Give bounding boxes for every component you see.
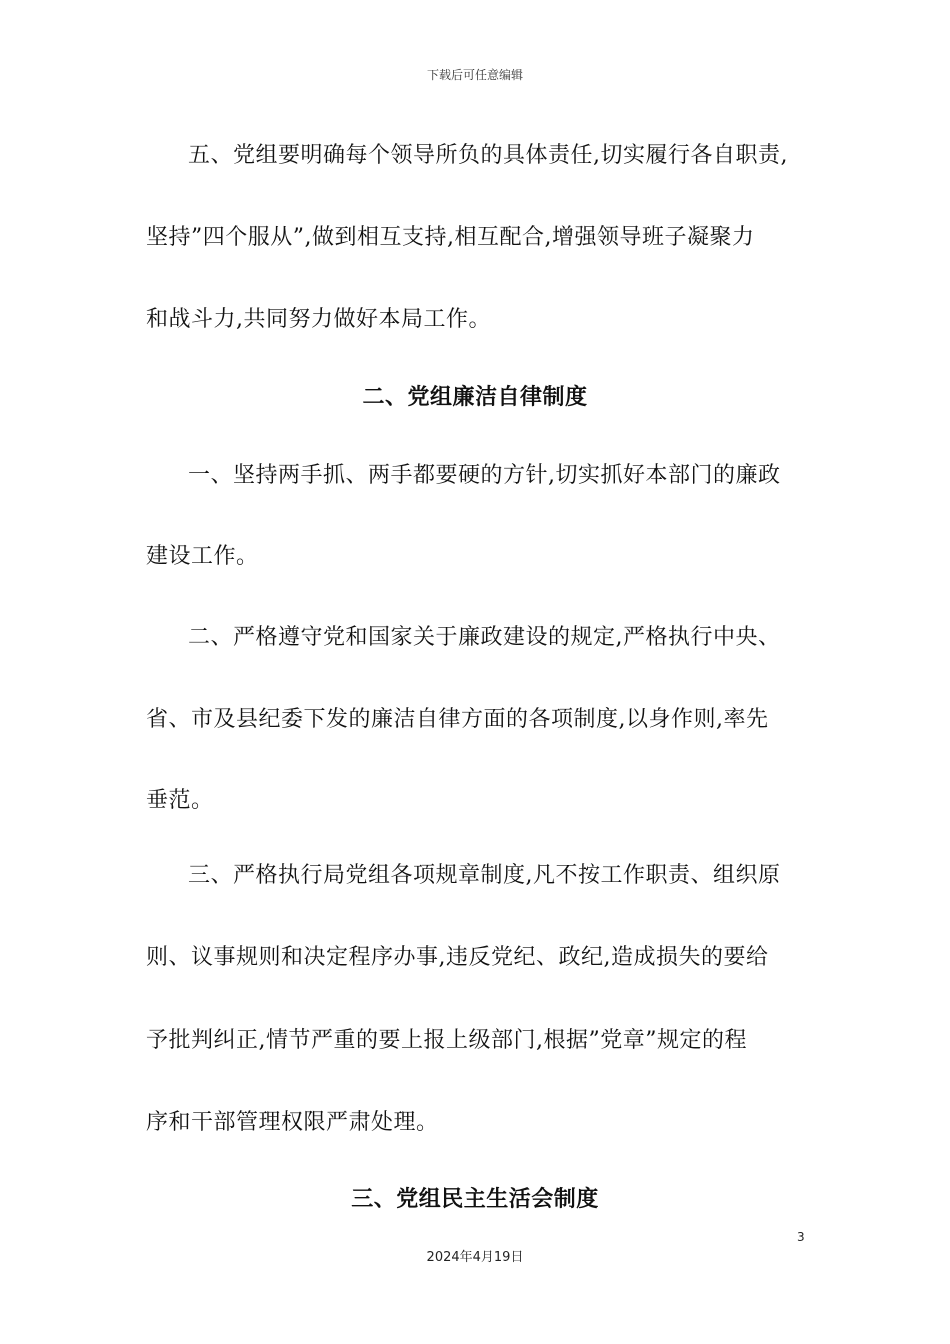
footer-date: 2024年4月19日 (426, 1250, 524, 1265)
paragraph-one-line-1: 一、坚持两手抓、两手都要硬的方针,切实抓好本部门的廉政 (188, 463, 781, 488)
paragraph-five-line-2: 坚持”四个服从”,做到相互支持,相互配合,增强领导班子凝聚力 (146, 225, 755, 250)
paragraph-three-line-3: 予批判纠正,情节严重的要上报上级部门,根据”党章”规定的程 (146, 1028, 747, 1053)
section-heading-lianjie: 二、党组廉洁自律制度 (362, 385, 588, 410)
paragraph-three-line-4: 序和干部管理权限严肃处理。 (146, 1110, 439, 1135)
section-heading-minzhu: 三、党组民主生活会制度 (351, 1187, 599, 1212)
paragraph-two-line-2: 省、市及县纪委下发的廉洁自律方面的各项制度,以身作则,率先 (146, 707, 769, 732)
page-number: 3 (797, 1230, 805, 1244)
header-note: 下载后可任意编辑 (426, 68, 523, 82)
paragraph-three-line-1: 三、严格执行局党组各项规章制度,凡不按工作职责、组织原 (188, 863, 781, 888)
paragraph-two-line-3: 垂范。 (146, 788, 214, 813)
paragraph-one-line-2: 建设工作。 (146, 544, 259, 569)
paragraph-three-line-2: 则、议事规则和决定程序办事,违反党纪、政纪,造成损失的要给 (146, 945, 769, 970)
paragraph-two-line-1: 二、严格遵守党和国家关于廉政建设的规定,严格执行中央、 (188, 625, 781, 650)
paragraph-five-line-3: 和战斗力,共同努力做好本局工作。 (146, 307, 491, 332)
paragraph-five-line-1: 五、党组要明确每个领导所负的具体责任,切实履行各自职责, (188, 143, 788, 168)
